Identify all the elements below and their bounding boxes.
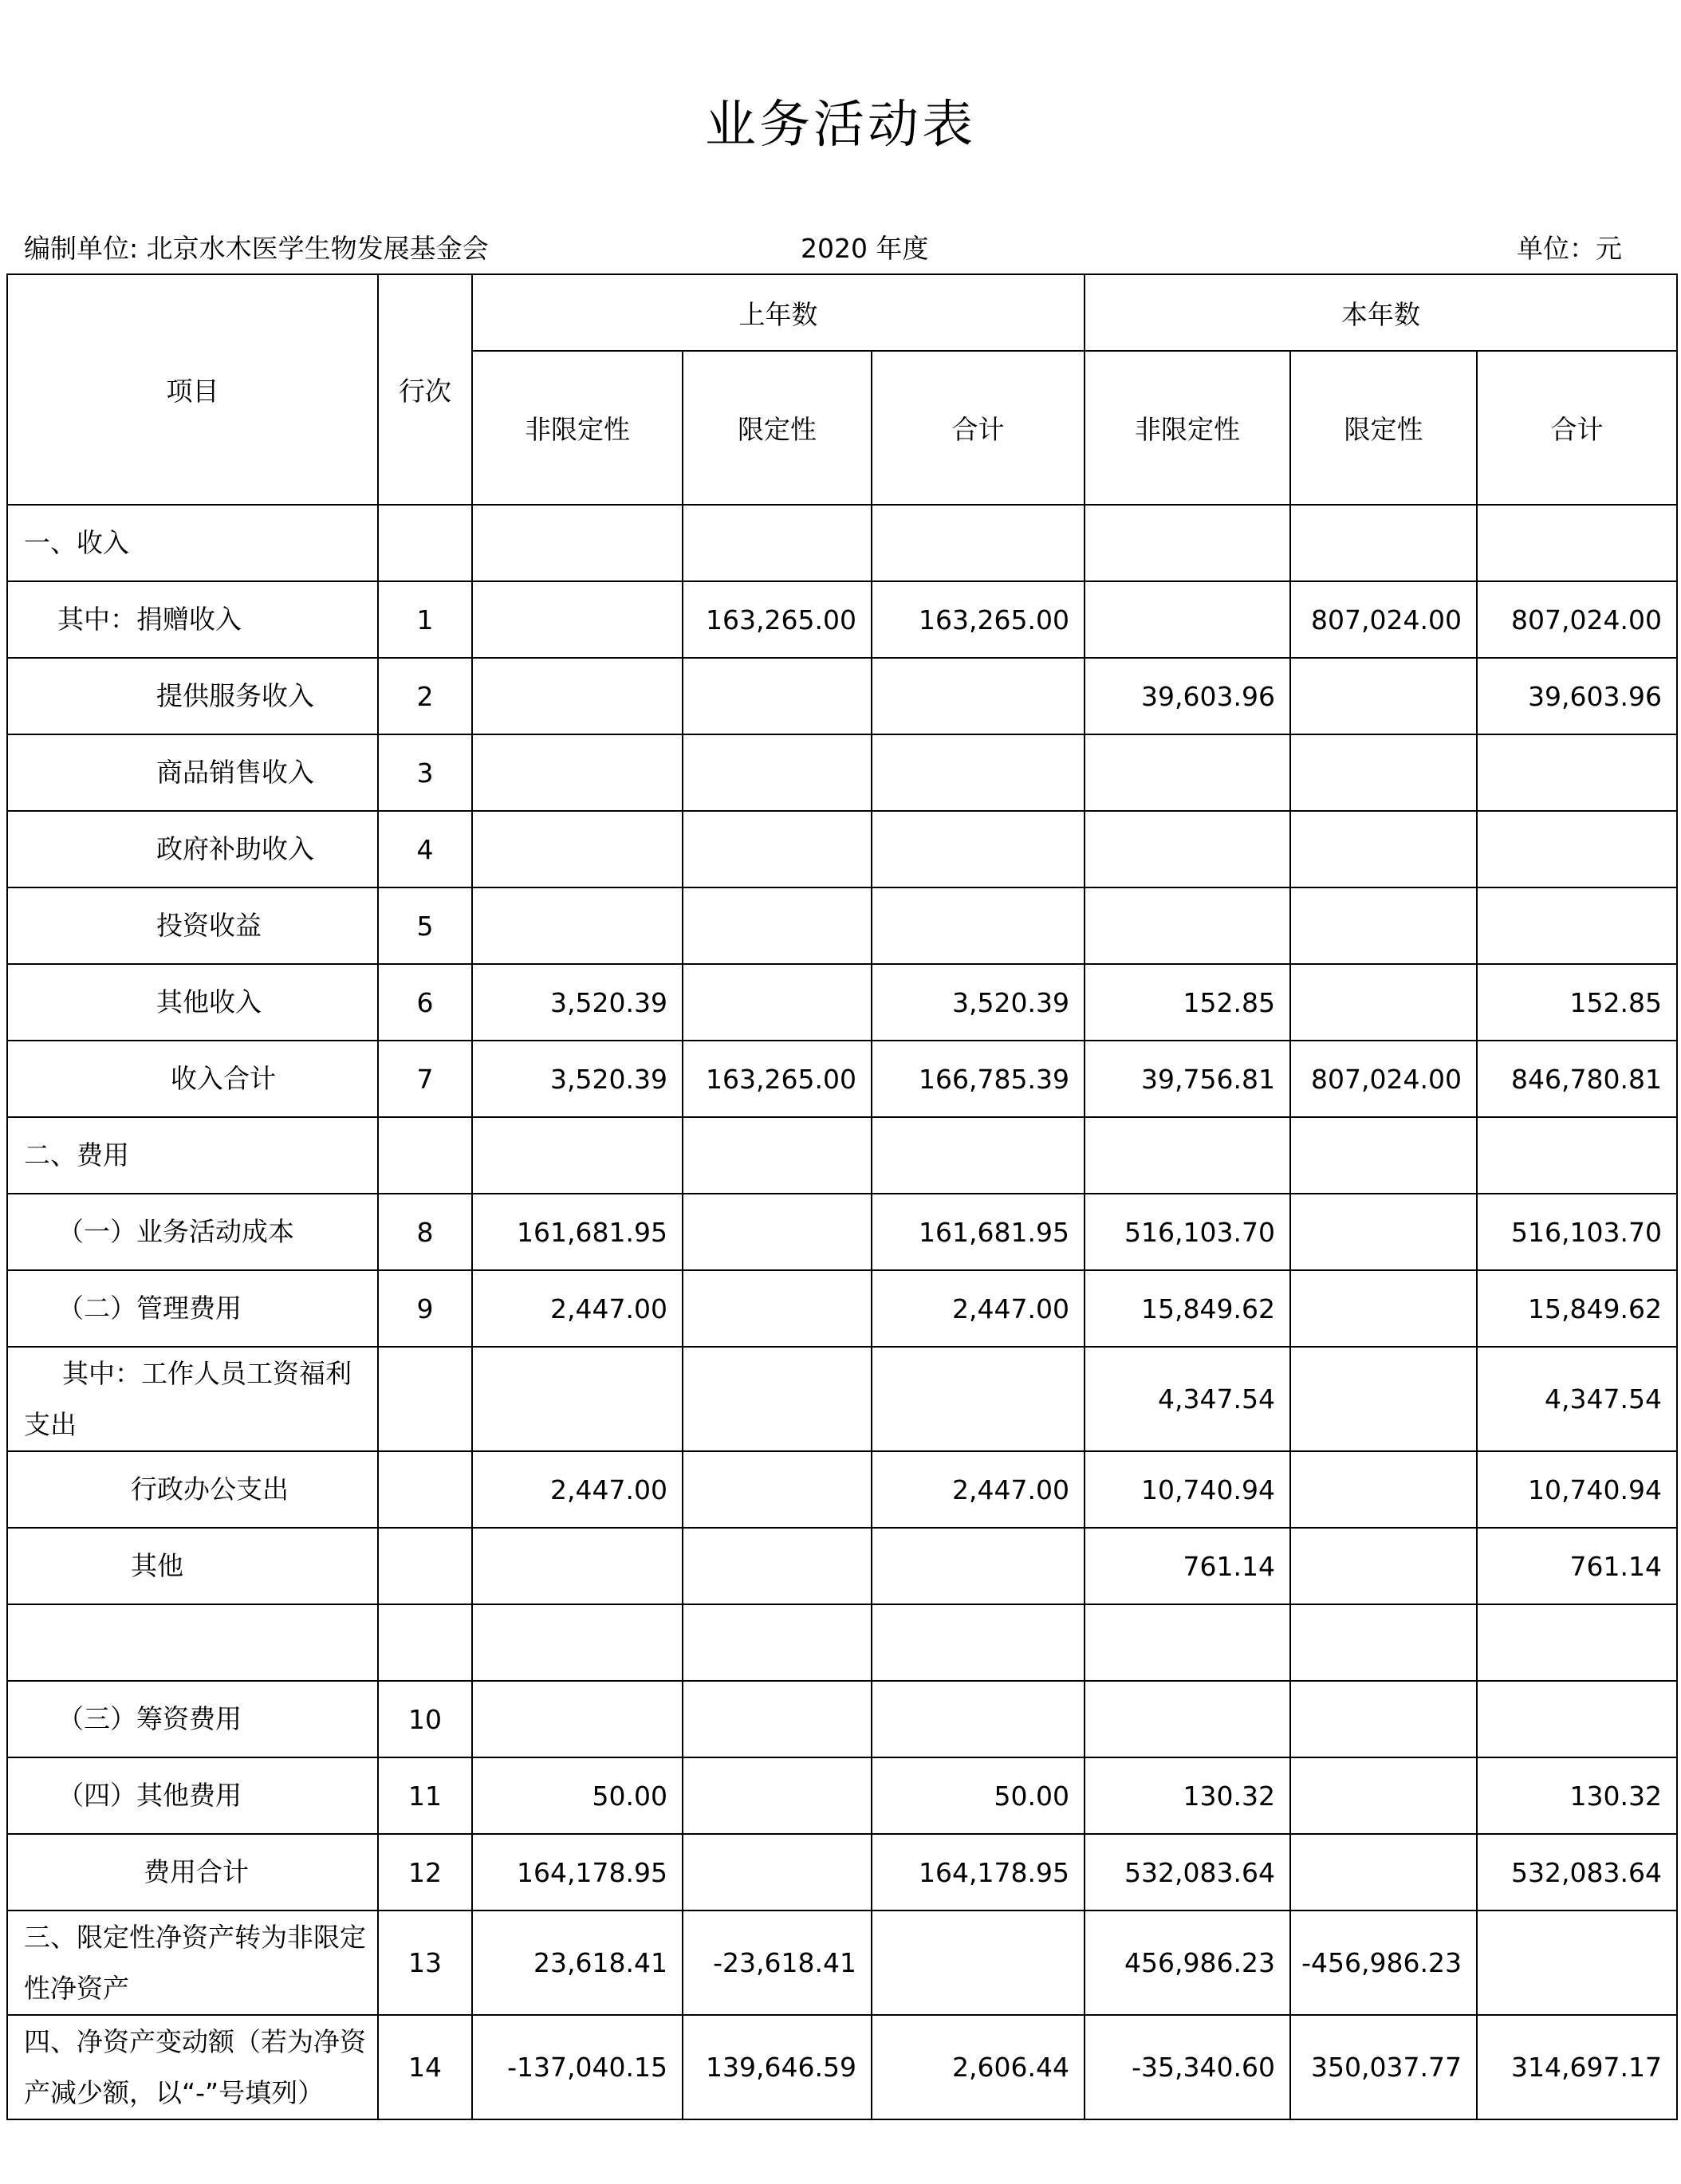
- cell-prev-restricted: [683, 1270, 872, 1347]
- cell-curr-total: [1477, 1681, 1677, 1757]
- cell-prev-unrestricted: [472, 1347, 683, 1451]
- cell-curr-restricted: [1290, 1451, 1477, 1528]
- cell-curr-unrestricted: [1085, 734, 1290, 811]
- cell-prev-total: [872, 887, 1085, 964]
- row-number: [378, 1347, 472, 1451]
- row-number: 14: [378, 2015, 472, 2119]
- cell-curr-restricted: 807,024.00: [1290, 581, 1477, 658]
- header-prev-year: 上年数: [472, 274, 1085, 351]
- cell-prev-total: [872, 1347, 1085, 1451]
- table-row: [7, 1117, 1677, 1194]
- cell-curr-restricted: [1290, 811, 1477, 887]
- row-item: （二）管理费用: [7, 1270, 378, 1347]
- cell-prev-total: [872, 1911, 1085, 2015]
- cell-curr-total: 807,024.00: [1477, 581, 1677, 658]
- table-row: [7, 1194, 1677, 1270]
- row-number: 10: [378, 1681, 472, 1757]
- cell-prev-unrestricted: [472, 734, 683, 811]
- cell-curr-total: [1477, 887, 1677, 964]
- cell-prev-restricted: [683, 1681, 872, 1757]
- cell-curr-unrestricted: 516,103.70: [1085, 1194, 1290, 1270]
- cell-prev-total: 2,447.00: [872, 1270, 1085, 1347]
- row-item: 二、费用: [7, 1117, 378, 1194]
- table-row: [7, 1451, 1677, 1528]
- cell-curr-restricted: 807,024.00: [1290, 1041, 1477, 1117]
- row-item: [7, 1604, 378, 1681]
- cell-curr-unrestricted: 761.14: [1085, 1528, 1290, 1604]
- table-row: [7, 658, 1677, 734]
- cell-prev-restricted: [683, 1757, 872, 1834]
- row-item: 其他收入: [7, 964, 378, 1041]
- row-number: 11: [378, 1757, 472, 1834]
- cell-prev-restricted: [683, 1194, 872, 1270]
- cell-curr-total: [1477, 734, 1677, 811]
- cell-curr-unrestricted: 4,347.54: [1085, 1347, 1290, 1451]
- cell-prev-restricted: [683, 1528, 872, 1604]
- cell-prev-unrestricted: 2,447.00: [472, 1451, 683, 1528]
- header-prev-total: 合计: [872, 351, 1085, 505]
- cell-prev-total: [872, 1681, 1085, 1757]
- activity-statement-table: [6, 273, 1678, 2120]
- cell-prev-total: [872, 505, 1085, 581]
- cell-curr-total: 532,083.64: [1477, 1834, 1677, 1911]
- row-number: 6: [378, 964, 472, 1041]
- row-item: 收入合计: [7, 1041, 378, 1117]
- cell-curr-restricted: [1290, 1117, 1477, 1194]
- header-row-no: 行次: [378, 274, 472, 505]
- cell-prev-total: [872, 1604, 1085, 1681]
- cell-prev-restricted: [683, 811, 872, 887]
- header-curr-unrestricted: 非限定性: [1085, 351, 1290, 505]
- cell-prev-restricted: [683, 1117, 872, 1194]
- cell-prev-restricted: 163,265.00: [683, 1041, 872, 1117]
- cell-curr-restricted: [1290, 658, 1477, 734]
- cell-prev-unrestricted: [472, 887, 683, 964]
- cell-curr-unrestricted: 130.32: [1085, 1757, 1290, 1834]
- cell-prev-unrestricted: [472, 658, 683, 734]
- cell-prev-restricted: [683, 964, 872, 1041]
- cell-curr-total: [1477, 1911, 1677, 2015]
- cell-curr-restricted: [1290, 1347, 1477, 1451]
- table-row: [7, 1041, 1677, 1117]
- row-item: 其他: [7, 1528, 378, 1604]
- cell-curr-unrestricted: [1085, 1117, 1290, 1194]
- cell-curr-restricted: [1290, 1834, 1477, 1911]
- row-item: 行政办公支出: [7, 1451, 378, 1528]
- cell-curr-total: 314,697.17: [1477, 2015, 1677, 2119]
- cell-prev-restricted: [683, 505, 872, 581]
- cell-prev-restricted: -23,618.41: [683, 1911, 872, 2015]
- header-prev-unrestricted: 非限定性: [472, 351, 683, 505]
- cell-curr-total: [1477, 505, 1677, 581]
- cell-curr-restricted: [1290, 1194, 1477, 1270]
- row-number: [378, 1604, 472, 1681]
- fiscal-year: 2020 年度: [801, 233, 929, 264]
- cell-prev-unrestricted: 23,618.41: [472, 1911, 683, 2015]
- row-number: [378, 1451, 472, 1528]
- row-item: （四）其他费用: [7, 1757, 378, 1834]
- cell-prev-restricted: [683, 1604, 872, 1681]
- row-number: 5: [378, 887, 472, 964]
- row-number: 12: [378, 1834, 472, 1911]
- cell-prev-total: 2,447.00: [872, 1451, 1085, 1528]
- cell-prev-restricted: 139,646.59: [683, 2015, 872, 2119]
- row-number: 1: [378, 581, 472, 658]
- cell-prev-total: [872, 1117, 1085, 1194]
- cell-curr-unrestricted: [1085, 1604, 1290, 1681]
- cell-prev-unrestricted: [472, 811, 683, 887]
- cell-curr-unrestricted: 532,083.64: [1085, 1834, 1290, 1911]
- page-title: 业务活动表: [705, 96, 976, 155]
- compiling-unit: 编制单位: 北京水木医学生物发展基金会: [24, 233, 489, 264]
- cell-prev-total: [872, 1528, 1085, 1604]
- cell-prev-total: [872, 811, 1085, 887]
- cell-curr-total: [1477, 1604, 1677, 1681]
- cell-prev-unrestricted: [472, 1117, 683, 1194]
- cell-curr-total: [1477, 1117, 1677, 1194]
- cell-prev-total: 161,681.95: [872, 1194, 1085, 1270]
- table-row: [7, 734, 1677, 811]
- cell-prev-restricted: [683, 887, 872, 964]
- cell-prev-unrestricted: 161,681.95: [472, 1194, 683, 1270]
- cell-curr-unrestricted: 39,603.96: [1085, 658, 1290, 734]
- cell-curr-unrestricted: 10,740.94: [1085, 1451, 1290, 1528]
- table-row: [7, 1834, 1677, 1911]
- cell-prev-unrestricted: 50.00: [472, 1757, 683, 1834]
- cell-curr-total: 152.85: [1477, 964, 1677, 1041]
- row-item: 提供服务收入: [7, 658, 378, 734]
- row-item: 三、限定性净资产转为非限定性净资产: [7, 1911, 378, 2015]
- row-item: 费用合计: [7, 1834, 378, 1911]
- header-prev-restricted: 限定性: [683, 351, 872, 505]
- table-row: [7, 811, 1677, 887]
- cell-prev-total: 166,785.39: [872, 1041, 1085, 1117]
- cell-prev-total: [872, 734, 1085, 811]
- cell-curr-total: 846,780.81: [1477, 1041, 1677, 1117]
- row-number: 9: [378, 1270, 472, 1347]
- cell-curr-total: 516,103.70: [1477, 1194, 1677, 1270]
- cell-curr-restricted: [1290, 964, 1477, 1041]
- table-row: [7, 1528, 1677, 1604]
- cell-curr-unrestricted: 456,986.23: [1085, 1911, 1290, 2015]
- cell-curr-total: 10,740.94: [1477, 1451, 1677, 1528]
- cell-curr-restricted: [1290, 887, 1477, 964]
- cell-prev-unrestricted: 3,520.39: [472, 964, 683, 1041]
- header-curr-total: 合计: [1477, 351, 1677, 505]
- table-row: [7, 887, 1677, 964]
- cell-prev-restricted: [683, 1347, 872, 1451]
- cell-prev-restricted: [683, 658, 872, 734]
- cell-curr-restricted: [1290, 505, 1477, 581]
- cell-curr-unrestricted: [1085, 1681, 1290, 1757]
- cell-prev-total: [872, 658, 1085, 734]
- currency-unit: 单位：元: [1517, 233, 1622, 264]
- cell-curr-unrestricted: -35,340.60: [1085, 2015, 1290, 2119]
- row-item: 四、净资产变动额（若为净资产减少额，以“-”号填列）: [7, 2015, 378, 2119]
- cell-curr-total: 4,347.54: [1477, 1347, 1677, 1451]
- row-item: （一）业务活动成本: [7, 1194, 378, 1270]
- cell-curr-total: 39,603.96: [1477, 658, 1677, 734]
- row-item: （三）筹资费用: [7, 1681, 378, 1757]
- row-number: 13: [378, 1911, 472, 2015]
- row-number: 4: [378, 811, 472, 887]
- row-number: 7: [378, 1041, 472, 1117]
- cell-prev-restricted: [683, 734, 872, 811]
- cell-prev-unrestricted: [472, 505, 683, 581]
- cell-prev-total: 50.00: [872, 1757, 1085, 1834]
- cell-prev-restricted: [683, 1451, 872, 1528]
- cell-curr-restricted: 350,037.77: [1290, 2015, 1477, 2119]
- row-number: [378, 1528, 472, 1604]
- cell-curr-unrestricted: 152.85: [1085, 964, 1290, 1041]
- cell-curr-unrestricted: [1085, 887, 1290, 964]
- cell-prev-unrestricted: 2,447.00: [472, 1270, 683, 1347]
- cell-prev-total: 163,265.00: [872, 581, 1085, 658]
- table-row: [7, 1347, 1677, 1451]
- cell-curr-restricted: [1290, 1604, 1477, 1681]
- cell-prev-unrestricted: 164,178.95: [472, 1834, 683, 1911]
- cell-curr-total: 130.32: [1477, 1757, 1677, 1834]
- cell-prev-unrestricted: [472, 1681, 683, 1757]
- cell-curr-restricted: [1290, 1528, 1477, 1604]
- cell-curr-restricted: [1290, 1681, 1477, 1757]
- cell-prev-total: 2,606.44: [872, 2015, 1085, 2119]
- cell-prev-total: 164,178.95: [872, 1834, 1085, 1911]
- table-row: [7, 581, 1677, 658]
- cell-curr-unrestricted: [1085, 811, 1290, 887]
- table-row: [7, 1757, 1677, 1834]
- cell-curr-restricted: -456,986.23: [1290, 1911, 1477, 2015]
- cell-prev-restricted: [683, 1834, 872, 1911]
- cell-prev-total: 3,520.39: [872, 964, 1085, 1041]
- table-row: [7, 2015, 1677, 2119]
- table-row: [7, 505, 1677, 581]
- row-number: 2: [378, 658, 472, 734]
- row-item: 政府补助收入: [7, 811, 378, 887]
- cell-curr-unrestricted: 15,849.62: [1085, 1270, 1290, 1347]
- header-item: 项目: [7, 274, 378, 505]
- cell-curr-restricted: [1290, 1757, 1477, 1834]
- row-item: 其中：捐赠收入: [7, 581, 378, 658]
- cell-prev-restricted: 163,265.00: [683, 581, 872, 658]
- header-curr-year: 本年数: [1085, 274, 1677, 351]
- row-number: [378, 505, 472, 581]
- row-number: [378, 1117, 472, 1194]
- row-item: 其中：工作人员工资福利支出: [7, 1347, 378, 1451]
- cell-curr-unrestricted: [1085, 581, 1290, 658]
- row-item: 商品销售收入: [7, 734, 378, 811]
- header-row-top: [7, 274, 1677, 351]
- cell-curr-unrestricted: 39,756.81: [1085, 1041, 1290, 1117]
- row-number: 3: [378, 734, 472, 811]
- cell-prev-unrestricted: 3,520.39: [472, 1041, 683, 1117]
- cell-prev-unrestricted: [472, 581, 683, 658]
- table-row: [7, 1270, 1677, 1347]
- table-row: [7, 964, 1677, 1041]
- table-row: [7, 1911, 1677, 2015]
- table-row: [7, 1604, 1677, 1681]
- header-curr-restricted: 限定性: [1290, 351, 1477, 505]
- cell-prev-unrestricted: [472, 1528, 683, 1604]
- cell-curr-restricted: [1290, 1270, 1477, 1347]
- cell-curr-unrestricted: [1085, 505, 1290, 581]
- row-item: 一、收入: [7, 505, 378, 581]
- cell-curr-total: 15,849.62: [1477, 1270, 1677, 1347]
- cell-curr-total: 761.14: [1477, 1528, 1677, 1604]
- row-item: 投资收益: [7, 887, 378, 964]
- cell-prev-unrestricted: -137,040.15: [472, 2015, 683, 2119]
- cell-prev-unrestricted: [472, 1604, 683, 1681]
- cell-curr-total: [1477, 811, 1677, 887]
- table-row: [7, 1681, 1677, 1757]
- cell-curr-restricted: [1290, 734, 1477, 811]
- row-number: 8: [378, 1194, 472, 1270]
